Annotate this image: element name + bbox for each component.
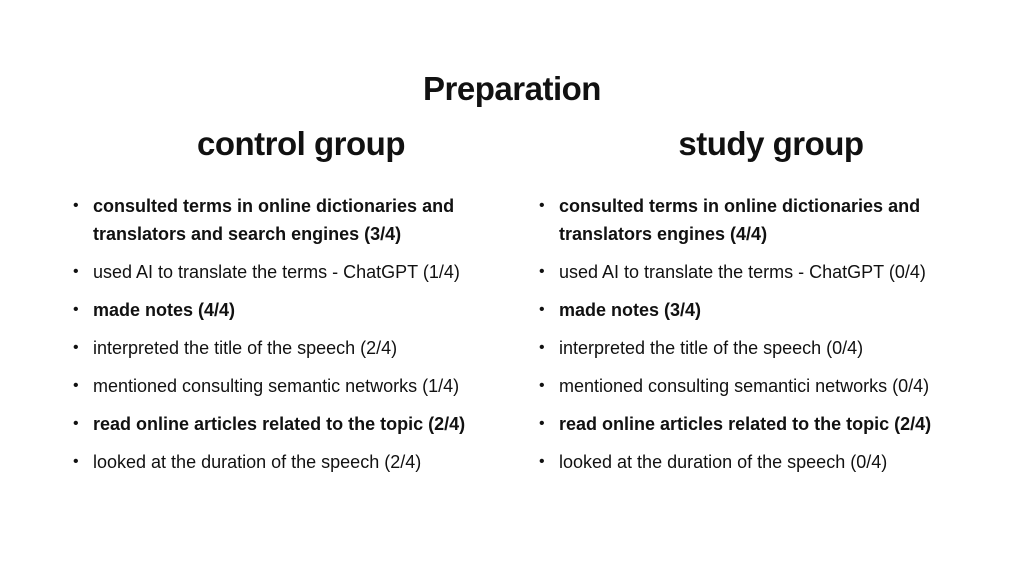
bullet-icon: • <box>539 339 545 356</box>
bullet-icon: • <box>73 301 79 318</box>
list-item-text: used AI to translate the terms - ChatGPT (0/4) <box>559 262 926 282</box>
list-item-text: read online articles related to the topic (2/4) <box>559 414 932 434</box>
list-item <box>536 334 1006 362</box>
list-item-text: interpreted the title of the speech (2/4) <box>93 338 398 358</box>
list-item <box>70 258 520 286</box>
list-item <box>536 448 1006 476</box>
list-item <box>70 410 520 438</box>
list-item <box>70 192 520 248</box>
list-item <box>70 296 520 324</box>
bullet-icon: • <box>73 263 79 280</box>
list-item <box>536 192 1006 248</box>
list-item <box>536 372 1006 400</box>
bullet-icon: • <box>73 415 79 432</box>
bullet-icon: • <box>73 377 79 394</box>
bullet-icon: • <box>73 197 79 214</box>
list-item-text: made notes (3/4) <box>559 300 702 320</box>
list-item-text: read online articles related to the topic (2/4) <box>93 414 466 434</box>
study-group-heading: study group <box>678 125 864 162</box>
list-item-text: consulted terms in online dictionaries and translators engines (4/4) <box>559 196 921 244</box>
list-item-text: mentioned consulting semantic networks (1/4) <box>93 376 460 396</box>
bullet-icon: • <box>73 339 79 356</box>
bullet-icon: • <box>539 301 545 318</box>
list-item-text: used AI to translate the terms - ChatGPT (1/4) <box>93 262 460 282</box>
list-item <box>536 410 1006 438</box>
list-item <box>70 448 520 476</box>
list-item-text: looked at the duration of the speech (0/4) <box>559 452 888 472</box>
list-item-text: made notes (4/4) <box>93 300 236 320</box>
study-group-column <box>536 122 1006 486</box>
bullet-icon: • <box>539 263 545 280</box>
bullet-icon: • <box>539 415 545 432</box>
control-group-column <box>70 122 520 486</box>
bullet-icon: • <box>73 453 79 470</box>
list-item <box>70 334 520 362</box>
bullet-icon: • <box>539 197 545 214</box>
list-item-text: mentioned consulting semantici networks (0/4) <box>559 376 930 396</box>
list-item <box>536 258 1006 286</box>
list-item <box>70 372 520 400</box>
list-item-text: interpreted the title of the speech (0/4) <box>559 338 864 358</box>
slide-title: Preparation <box>423 70 601 107</box>
list-item-text: looked at the duration of the speech (2/4) <box>93 452 422 472</box>
control-group-heading: control group <box>197 125 405 162</box>
list-item <box>536 296 1006 324</box>
control-group-list <box>70 192 520 476</box>
list-item-text: consulted terms in online dictionaries and translators and search engines (3/4) <box>93 196 455 244</box>
bullet-icon: • <box>539 377 545 394</box>
bullet-icon: • <box>539 453 545 470</box>
study-group-list <box>536 192 1006 476</box>
